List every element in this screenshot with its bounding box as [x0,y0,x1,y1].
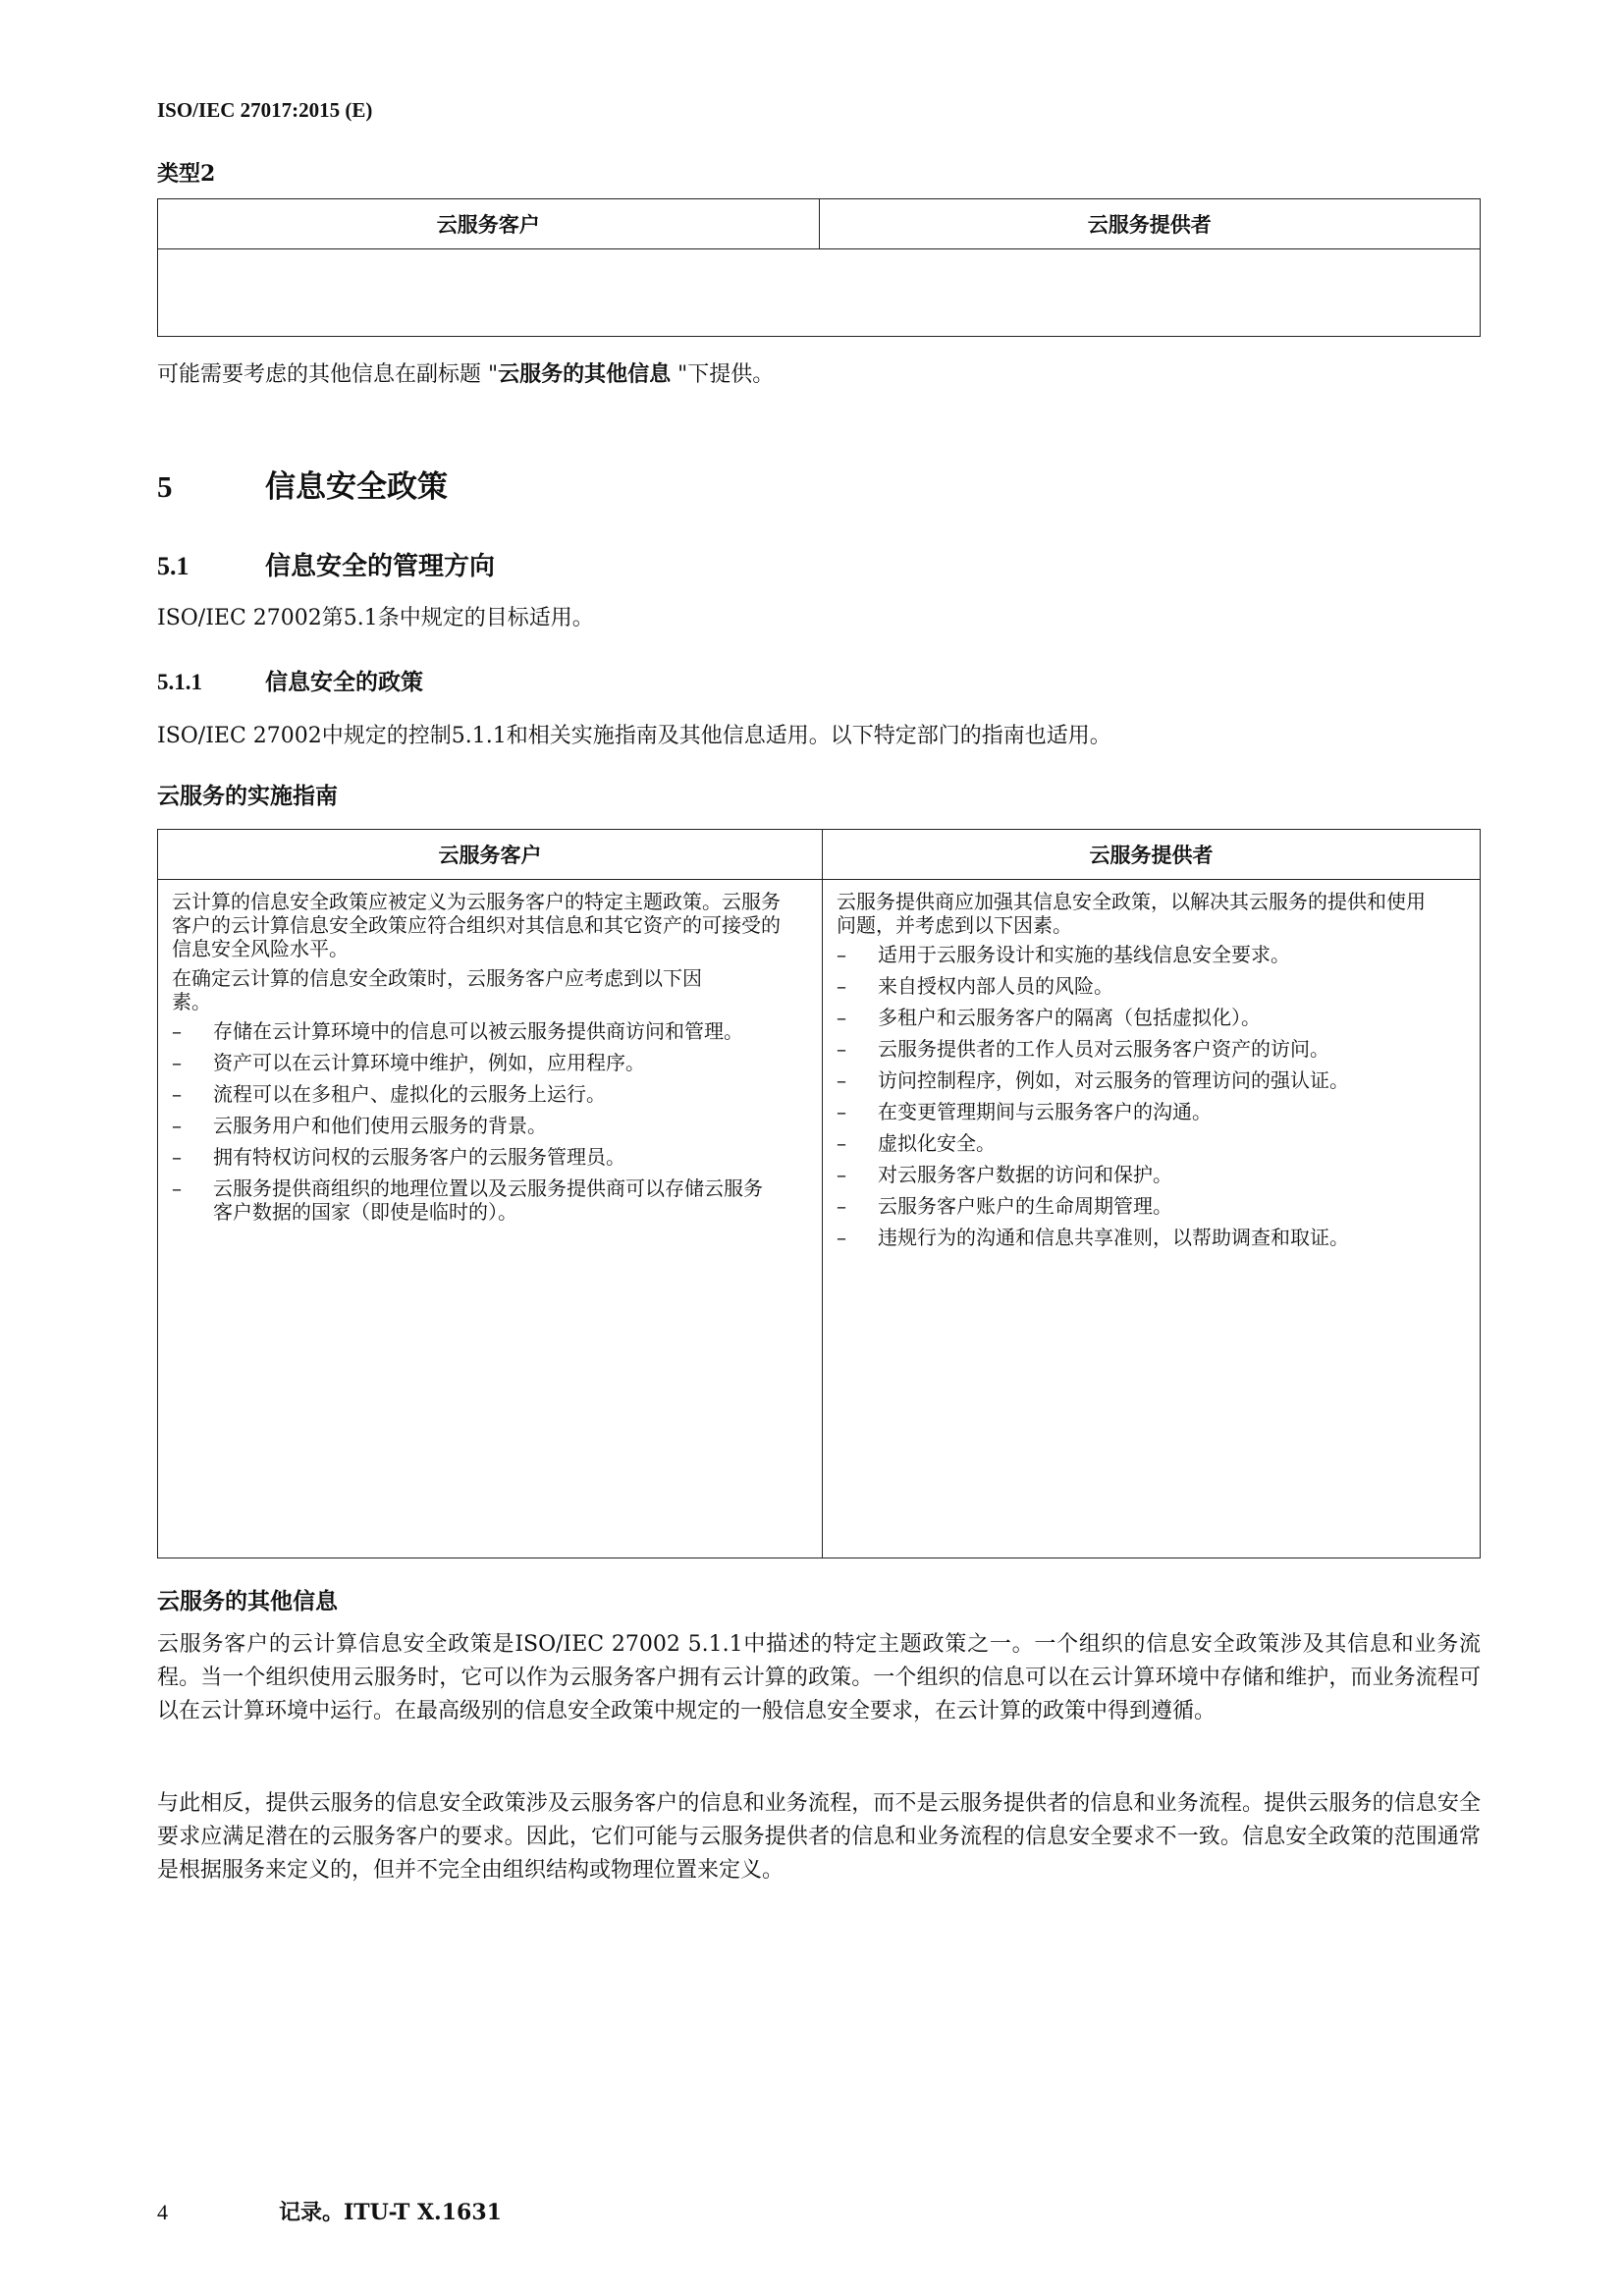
dash-marker: – [837,1163,846,1186]
list-item [837,1100,1428,1123]
dash-marker: – [837,1131,846,1155]
section-title: 信息安全的管理方向 [265,552,496,581]
dash-marker: – [837,1068,846,1092]
list-item [172,1114,763,1137]
provider-factor-list [837,943,1466,1249]
guidance-col-provider: 云服务提供者 [823,830,1481,880]
section-title: 信息安全政策 [265,469,448,505]
section-5-1-1-text: ISO/IEC 27002中规定的控制5.1.1和相关实施指南及其他信息适用。以下特定部门的指南也适用。 [157,724,1111,748]
list-item [172,1019,763,1043]
list-item [837,1163,1428,1186]
customer-intro-1: 云计算的信息安全政策应被定义为云服务客户的特定主题政策。云服务客户的云计算信息安全政策应符合组织对其信息和其它资产的可接受的信息安全风险水平。 [172,890,781,960]
type2-empty-cell [158,249,1481,337]
list-item-text: 流程可以在多租户、虚拟化的云服务上运行。 [213,1082,606,1106]
list-item [837,1037,1428,1061]
provider-guidance-cell [823,880,1481,1558]
note-suffix: "下提供。 [671,362,775,387]
list-item-text: 资产可以在云计算环境中维护，例如，应用程序。 [213,1051,645,1074]
section-5-1-heading [157,546,495,582]
note-prefix: 可能需要考虑的其他信息在副标题 " [157,362,499,387]
list-item [837,943,1428,966]
list-item-text: 来自授权内部人员的风险。 [878,974,1113,998]
list-item-text: 适用于云服务设计和实施的基线信息安全要求。 [878,943,1290,966]
list-item-text: 对云服务客户数据的访问和保护。 [878,1163,1172,1186]
customer-intro-2: 在确定云计算的信息安全政策时，云服务客户应考虑到以下因素。 [172,966,702,1013]
dash-marker: – [172,1082,182,1106]
section-5-heading [157,462,448,506]
dash-marker: – [172,1176,182,1200]
list-item [172,1051,763,1074]
dash-marker: – [837,1194,846,1218]
list-item [837,1131,1428,1155]
dash-marker: – [837,1006,846,1029]
list-item [837,974,1428,998]
dash-marker: – [172,1019,182,1043]
other-info-paragraph-1: 云服务客户的云计算信息安全政策是ISO/IEC 27002 5.1.1中描述的特定主题政策之一。一个组织的信息安全政策涉及其信息和业务流程。当一个组织使用云服务时，它可以作为云服务客户拥有云计算的政策。一个组织的信息可以在云计算环境中存储和维护，而业务流程可以在云计算环境中运行。在最高级别的信息安全政策中规定的一般信息安全要求，在云计算的政策中得到遵循。 [157,1632,1481,1723]
guidance-table [157,829,1481,1558]
list-item-text: 云服务提供者的工作人员对云服务客户资产的访问。 [878,1037,1329,1061]
dash-marker: – [837,1226,846,1249]
list-item-text: 虚拟化安全。 [878,1131,996,1155]
list-item-text: 在变更管理期间与云服务客户的沟通。 [878,1100,1212,1123]
list-item [837,1194,1428,1218]
list-item-text: 云服务提供商组织的地理位置以及云服务提供商可以存储云服务客户数据的国家（即使是临时的）。 [213,1176,763,1224]
dash-marker: – [837,1100,846,1123]
section-number: 5.1.1 [157,670,202,694]
footer-text: 记录。ITU-T X.1631 [279,2200,502,2225]
dash-marker: – [172,1114,182,1137]
dash-marker: – [837,974,846,998]
section-5-1-1-heading [157,664,423,696]
page-footer [157,2196,502,2226]
type2-col-provider: 云服务提供者 [819,199,1481,249]
page-number: 4 [157,2200,168,2224]
list-item [172,1082,763,1106]
list-item-text: 拥有特权访问权的云服务客户的云服务管理员。 [213,1145,625,1169]
section-number: 5 [157,469,173,504]
guidance-heading: 云服务的实施指南 [157,784,338,809]
list-item-text: 云服务用户和他们使用云服务的背景。 [213,1114,547,1137]
section-title: 信息安全的政策 [265,670,423,695]
provider-intro-1: 云服务提供商应加强其信息安全政策，以解决其云服务的提供和使用问题，并考虑到以下因素。 [837,890,1426,937]
document-header: ISO/IEC 27017:2015 (E) [157,98,373,122]
dash-marker: – [837,1037,846,1061]
dash-marker: – [837,943,846,966]
type2-col-customer: 云服务客户 [158,199,820,249]
other-info-paragraph-2: 与此相反，提供云服务的信息安全政策涉及云服务客户的信息和业务流程，而不是云服务提供者的信息和业务流程。提供云服务的信息安全要求应满足潜在的云服务客户的要求。因此，它们可能与云服务提供者的信息和业务流程的信息安全要求不一致。信息安全政策的范围通常是根据服务来定义的，但并不完全由组织结构或物理位置来定义。 [157,1791,1481,1883]
customer-factor-list [172,1019,808,1224]
note-bold: 云服务的其他信息 [498,361,672,387]
dash-marker: – [172,1145,182,1169]
list-item [172,1176,763,1224]
list-item [172,1145,763,1169]
list-item-text: 存储在云计算环境中的信息可以被云服务提供商访问和管理。 [213,1019,743,1043]
other-info-heading: 云服务的其他信息 [157,1589,338,1614]
list-item-text: 多租户和云服务客户的隔离（包括虚拟化）。 [878,1006,1261,1029]
list-item-text: 访问控制程序，例如，对云服务的管理访问的强认证。 [878,1068,1349,1092]
dash-marker: – [172,1051,182,1074]
type2-table [157,198,1481,337]
list-item [837,1068,1428,1092]
note-text [157,357,774,388]
customer-guidance-cell [158,880,823,1558]
list-item [837,1226,1428,1249]
list-item-text: 云服务客户账户的生命周期管理。 [878,1194,1172,1218]
guidance-col-customer: 云服务客户 [158,830,823,880]
list-item-text: 违规行为的沟通和信息共享准则，以帮助调查和取证。 [878,1226,1349,1249]
section-5-1-text: ISO/IEC 27002第5.1条中规定的目标适用。 [157,606,594,630]
section-number: 5.1 [157,552,189,580]
type2-label: 类型2 [157,161,216,187]
list-item [837,1006,1428,1029]
